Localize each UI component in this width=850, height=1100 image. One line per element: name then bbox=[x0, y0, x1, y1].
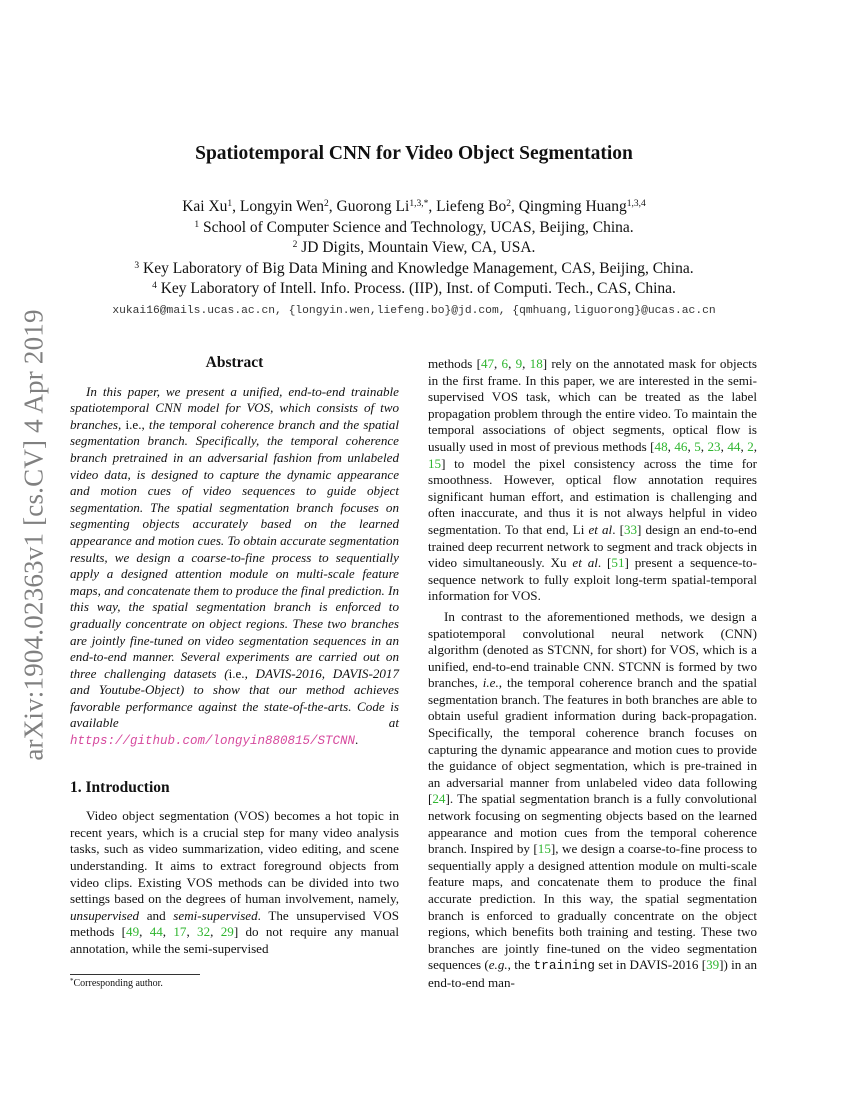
author-sep: , bbox=[328, 198, 337, 215]
affiliation-text: Key Laboratory of Intell. Info. Process. (IIP), Inst. of Computi. Tech., CAS, China. bbox=[160, 280, 676, 297]
citation-link[interactable]: 5 bbox=[694, 438, 701, 454]
body-text: ] present a sequence-to-sequence network to fully exploit long-term spatial-temporal information for VOS. bbox=[428, 555, 757, 604]
body-text: methods [ bbox=[428, 356, 481, 371]
author-sup: 2 bbox=[506, 199, 511, 209]
left-column bbox=[70, 355, 399, 958]
author-block bbox=[0, 197, 828, 321]
citation-link[interactable]: 46 bbox=[674, 438, 688, 454]
citation-link[interactable]: 17 bbox=[173, 924, 187, 940]
citation-link[interactable]: 15 bbox=[537, 841, 551, 857]
affiliation bbox=[0, 218, 828, 239]
citation-link[interactable]: 48 bbox=[654, 438, 668, 454]
intro-emph: unsupervised bbox=[70, 907, 140, 923]
author-name: Liefeng Bo bbox=[436, 198, 507, 215]
citation-link[interactable]: 44 bbox=[727, 438, 741, 454]
affiliation-text: JD Digits, Mountain View, CA, USA. bbox=[301, 239, 536, 256]
body-emph: et al bbox=[588, 521, 613, 537]
citation-link[interactable]: 32 bbox=[197, 924, 211, 940]
author-emails: xukai16@mails.ucas.ac.cn, {longyin.wen,liefeng.bo}@jd.com, {qmhuang,liguorong}@ucas.ac.cn bbox=[112, 304, 716, 317]
body-emph: i.e. bbox=[482, 675, 499, 691]
abstract-heading: Abstract bbox=[205, 354, 264, 371]
abstract-ie: i.e. bbox=[125, 416, 142, 432]
body-emph: e.g. bbox=[488, 957, 508, 973]
author-sep: , bbox=[428, 198, 437, 215]
footnote-divider bbox=[70, 974, 200, 975]
citation-link[interactable]: 44 bbox=[149, 924, 163, 940]
body-text: ], we design a coarse-to-fine process to sequentially apply a designed attention module on multi-scale feature maps, and concatenate them to produce the final accurate prediction. In this way, the spatial segmentation branch is enforced to gradually concentrate on the object regions, which benefits both training and testing. These two branches are jointly fine-tuned on the video segmentation sequences ( bbox=[428, 841, 757, 973]
body-text: In contrast to the aforementioned methods, we design a spatiotemporal convolutional neural network (CNN) algorithm (denoted as STCNN, for short) for VOS, which is a unified, end-to-end trainable CNN. STCNN is formed by two branches, bbox=[428, 608, 757, 691]
body-text: , the bbox=[507, 957, 534, 973]
intro-text: . The unsupervised VOS methods [ bbox=[70, 907, 399, 940]
citation-link[interactable]: 6 bbox=[501, 356, 509, 371]
citation-link[interactable]: 15 bbox=[428, 455, 442, 471]
right-column bbox=[428, 356, 757, 992]
affiliation-sup: 1 bbox=[194, 219, 200, 230]
footnote-text: Corresponding author. bbox=[73, 978, 163, 989]
citation-link[interactable]: 49 bbox=[126, 924, 140, 940]
citation-link[interactable]: 9 bbox=[515, 356, 523, 371]
citation-link[interactable]: 24 bbox=[432, 791, 446, 807]
affiliation bbox=[0, 238, 828, 259]
abstract-ie: i.e. bbox=[228, 665, 245, 681]
abstract-text: , the temporal coherence branch and the spatial segmentation branch. Specifically, the temporal coherence branch pretrained in an adversarial fashion from unlabeled video data, is designed to capture the dynamic appearance and motion cues of video sequences to guide object segmentation. The spatial segmentation branch focuses on segmenting objects accurately based on the learned appearance and motion cues. To obtain accurate segmentation results, we design a coarse-to-fine process to sequentially apply a designed attention module on multi-scale feature maps, and concatenate them to produce the final prediction. In this way, the spatial segmentation branch is enforced to gradually concentrate on object regions. These two branches are jointly fine-tuned on video segmentation sequences in an end-to-end manner. Several experiments are carried out on three challenging datasets ( bbox=[70, 416, 399, 681]
section-heading-introduction: 1. Introduction bbox=[70, 778, 170, 796]
body-paragraph bbox=[428, 609, 757, 992]
body-text: ]) in an end-to-end man- bbox=[428, 957, 757, 990]
citation-link[interactable]: 47 bbox=[480, 356, 495, 371]
affiliation bbox=[0, 279, 828, 300]
body-emph: et al bbox=[572, 555, 598, 571]
author-name: Longyin Wen bbox=[239, 198, 325, 215]
body-text: , the temporal coherence branch and the spatial segmentation branch. The features in both branches are able to obtain useful gradient information during back-propagation. Specifically, the temporal coherence branch focuses on capturing the dynamic appearance and motion cues to provide the guidance of object segmentation, which is pre-trained in an adversarial manner from unlabeled video data following [ bbox=[428, 675, 757, 807]
abstract-text: . bbox=[355, 732, 359, 748]
author-sup: 1 bbox=[227, 199, 233, 209]
body-text: ] to model the pixel consistency across the time for smoothness. However, optical flow annotation requires significant human effort, and estimation is challenging and often inaccurate, and thus it is not always helpful in video segmentation. To that end, Li bbox=[428, 455, 757, 537]
paper-title: Spatiotemporal CNN for Video Object Segmentation bbox=[195, 143, 633, 164]
abstract-text: , DAVIS-2016, DAVIS-2017 and Youtube-Object) to show that our method achieves favorable performance against the state-of-the-arts. Code is available at bbox=[70, 665, 400, 731]
intro-text: Video object segmentation (VOS) becomes a hot topic in recent years, which is a crucial step for many video analysis tasks, such as video summarization, video editing, and scene understanding. It aims to extract foreground objects from video clips. Existing VOS methods can be divided into two settings based on the degrees of human involvement, namely, bbox=[70, 808, 399, 907]
citation-link[interactable]: 18 bbox=[529, 356, 543, 371]
affiliation-sup: 2 bbox=[292, 240, 298, 250]
citation-link[interactable]: 29 bbox=[220, 924, 234, 940]
affiliation-sup: 3 bbox=[134, 260, 140, 271]
affiliation-sup: 4 bbox=[152, 281, 157, 291]
author-name: Kai Xu bbox=[182, 198, 228, 215]
body-text: ] rely on the annotated mask for objects in the first frame. In this paper, we are interested in the semi-supervised VOS task, which can be treated as the label propagation problem through the entire video. To maintain the temporal associations of object segments, optical flow is usually used in most of previous methods [ bbox=[428, 356, 757, 454]
affiliation-text: School of Computer Science and Technology, UCAS, Beijing, China. bbox=[202, 218, 634, 236]
author-sup: 2 bbox=[324, 199, 329, 209]
author-name: Qingming Huang bbox=[518, 198, 627, 215]
citation-link[interactable]: 51 bbox=[611, 555, 625, 571]
abstract-text: In this paper, we present a unified, end-to-end trainable spatiotemporal CNN model for VOS, which consists of two branches, bbox=[70, 383, 399, 432]
citation-link[interactable]: 39 bbox=[706, 957, 720, 973]
footnote bbox=[70, 977, 163, 989]
intro-paragraph: Video object segmentation (VOS) becomes a hot topic in recent years, which is a crucial step for many video analysis tasks, such as video summarization, video editing, and scene understanding. It aims to extract foreground objects from video clips. Existing VOS methods can be divided into two settings based on the degrees of human involvement, namely, unsupervised and semi-supervised. The unsupervised VOS methods [49, 44, 17, 32, 29] do not require any manual annotation, while the semi-supervised bbox=[70, 808, 400, 956]
author-sep: , bbox=[510, 198, 519, 215]
body-text: ] design an end-to-end trained deep recurrent network to segment and track objects in video simultaneously. Xu bbox=[428, 521, 757, 571]
body-text: . [ bbox=[612, 521, 624, 537]
affiliation bbox=[0, 259, 828, 280]
arxiv-identifier: arXiv:1904.02363v1 [cs.CV] 4 Apr 2019 bbox=[18, 309, 49, 761]
training-set-label: training bbox=[533, 958, 595, 974]
affiliation-text: Key Laboratory of Big Data Mining and Knowledge Management, CAS, Beijing, China. bbox=[143, 259, 694, 277]
author-sep: , bbox=[232, 198, 240, 215]
body-text: ]. The spatial segmentation branch is a fully convolutional network focusing on segmenting objects based on the learned appearance and motion cues from the temporal coherence branch. Inspired by [ bbox=[428, 791, 757, 857]
author-list bbox=[0, 197, 828, 218]
author-sup: 1,3,4 bbox=[626, 199, 646, 209]
code-link[interactable]: https://github.com/longyin880815/STCNN bbox=[70, 734, 356, 749]
body-text: set in DAVIS-2016 [ bbox=[594, 957, 707, 973]
arxiv-sidebar bbox=[8, 300, 60, 770]
author-sup: 1,3,* bbox=[409, 199, 429, 209]
citation-link[interactable]: 2 bbox=[747, 438, 754, 454]
author-name: Guorong Li bbox=[336, 198, 410, 215]
intro-emph: semi-supervised bbox=[173, 907, 258, 923]
citation-link[interactable]: 23 bbox=[707, 438, 721, 454]
body-paragraph: methods [47, 6, 9, 18] rely on the annotated mask for objects in the first frame. In this paper, we are interested in the semi-supervised VOS task, which can be treated as the label propagation problem through the entire video. To maintain the temporal associations of object segments, optical flow is usually used in most of previous methods [48, 46, 5, 23, 44, 2, 15] to model the pixel consistency across the time for smoothness. However, optical flow annotation requires significant human effort, and estimation is challenging and often inaccurate, and thus it is not always helpful in video segmentation. To that end, Li et al. [33] design an end-to-end trained deep recurrent network to segment and track objects in video simultaneously. Xu et al. [51] present a sequence-to-sequence network to fully exploit long-term spatial-temporal information for VOS. bbox=[428, 356, 758, 604]
footnote-mark: * bbox=[70, 977, 74, 985]
intro-text: and bbox=[139, 907, 174, 923]
intro-text: ] do not require any manual annotation, while the semi-supervised bbox=[70, 924, 400, 956]
abstract-body bbox=[70, 384, 399, 750]
body-text: . [ bbox=[597, 555, 612, 571]
citation-link[interactable]: 33 bbox=[623, 521, 638, 537]
